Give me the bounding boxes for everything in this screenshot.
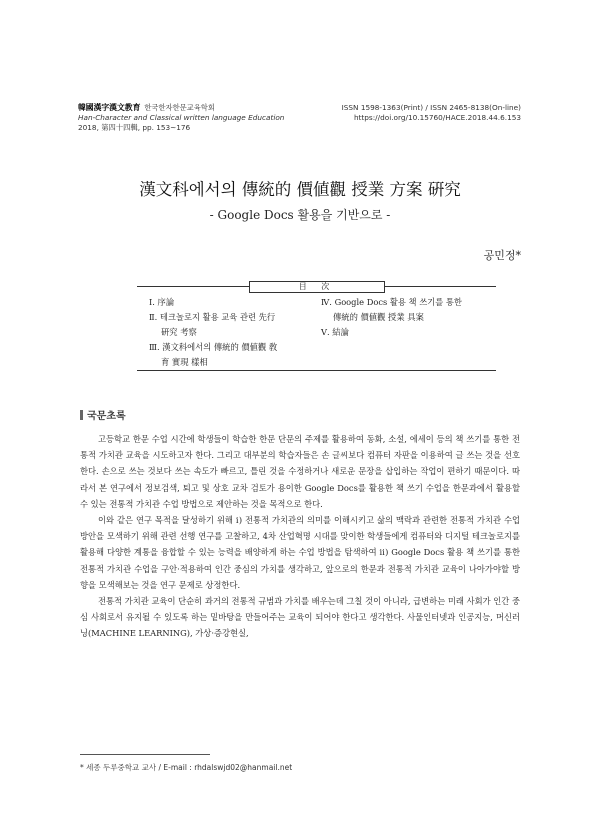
toc-item[interactable] [321, 295, 491, 325]
journal-header-left [78, 103, 284, 133]
toc-item[interactable] [321, 325, 491, 340]
paper-subtitle: - Google Docs 활용을 기반으로 - [209, 208, 391, 222]
heading-bar-marker [80, 410, 83, 420]
toc-column-left [149, 295, 315, 370]
toc-item-label: Ⅴ. 結論 [321, 327, 349, 337]
abstract-paragraph: 전통적 가치관 교육이 단순히 과거의 전통적 규범과 가치를 배우는데 그칠 것이 아니라, 급변하는 미래 사회가 인간 중심 사회로서 유지될 수 있도록 하는 밑바탕을 만들어주는 교육이 되어야 한다고 생각한다. 사물인터넷과 인공지능, 머신러닝(MACHINE LEARNING), 가상·증강현실, [80, 596, 520, 639]
society-name: 한국한자한문교육학회 [144, 103, 215, 112]
toc-column-right [321, 295, 491, 340]
toc-item[interactable] [149, 340, 315, 370]
abstract-body [80, 431, 520, 642]
paper-title: 漢文科에서의 傳統的 價値觀 授業 方案 硏究 [139, 180, 461, 199]
toc-heading: 目 次 [249, 281, 385, 293]
toc-rule-left [137, 286, 249, 287]
toc-item[interactable] [149, 295, 315, 310]
toc-item-label: Ⅰ. 序論 [149, 297, 175, 307]
footnote: * 세종 두루중학교 교사 / E-mail : rhdalswjd02@hanmail.net [80, 763, 293, 772]
toc-item[interactable] [149, 310, 315, 340]
table-of-contents [137, 281, 496, 371]
toc-item-label: Ⅱ. 테크놀로지 활용 교육 관련 先行 [149, 312, 276, 322]
journal-name-line [78, 103, 284, 113]
abstract-heading-label: 국문초록 [87, 411, 126, 422]
abstract-heading [80, 407, 126, 422]
toc-rule-right [384, 286, 496, 287]
abstract-paragraph: 이와 같은 연구 목적을 달성하기 위해 ⅰ) 전통적 가치관의 의미를 이해시키고 삶의 맥락과 관련한 전통적 가치관 수업 방안을 모색하기 위해 관련 선행 연구를 고찰하고, 4차 산업혁명 시대를 맞이한 학생들에게 컴퓨터와 디지털 테크놀로지를 활용해 다양한 계통을 융합할 수 있는 능력을 배양하게 하는 수업 방법을 탐색하여 ⅱ) Google Docs 활용 책 쓰기를 통한 전통적 가치관 수업을 구안·적용하여 인간 중심의 가치를 생각하고, 앞으로의 한문과 전통적 가치관 교육이 나아가야할 방향을 모색해보는 것을 연구 문제로 상정한다. [80, 515, 520, 590]
toc-item-label-cont: 硏究 考察 [161, 327, 197, 337]
journal-header-right [342, 103, 521, 123]
doi-link[interactable]: https://doi.org/10.15760/HACE.2018.44.6.153 [353, 113, 521, 122]
volume-info: 2018, 第四十四輯, pp. 153~176 [78, 123, 191, 132]
issn: ISSN 1598-1363(Print) / ISSN 2465-8138(On-line) [341, 103, 521, 112]
toc-item-label: Ⅳ. Google Docs 활용 책 쓰기를 통한 [321, 297, 462, 307]
toc-item-label-cont: 育 實現 樣相 [161, 357, 208, 367]
author-name: 공민정* [483, 249, 521, 262]
toc-item-label: Ⅲ. 漢文科에서의 傳統的 價値觀 敎 [149, 342, 278, 352]
journal-logo: 韓國漢字漢文教育 [78, 103, 141, 112]
footnote-divider [80, 754, 210, 755]
journal-english-name: Han-Character and Classical written language Education [78, 113, 285, 122]
toc-item-label-cont: 傳統的 價値觀 授業 具案 [333, 312, 424, 322]
abstract-paragraph: 고등학교 한문 수업 시간에 학생들이 학습한 한문 단문의 주제를 활용하여 동화, 소설, 에세이 등의 책 쓰기를 통한 전통적 가치관 교육을 시도하고자 한다. 그리고 대부분의 학습자들은 손 글씨보다 컴퓨터 자판을 이용하여 글 쓰는 것을 선호한다. 손으로 쓰는 것보다 쓰는 속도가 빠르고, 틀린 것을 수정하거나 새로운 문장을 삽입하는 작업이 편하기 때문이다. 따라서 본 연구에서 정보검색, 퇴고 및 상호 교차 검토가 용이한 Google Docs를 활용한 책 쓰기 수업을 한문과에서 활용할 수 있는 전통적 가치관 수업 방법으로 제안하는 것을 목적으로 한다. [80, 434, 520, 509]
